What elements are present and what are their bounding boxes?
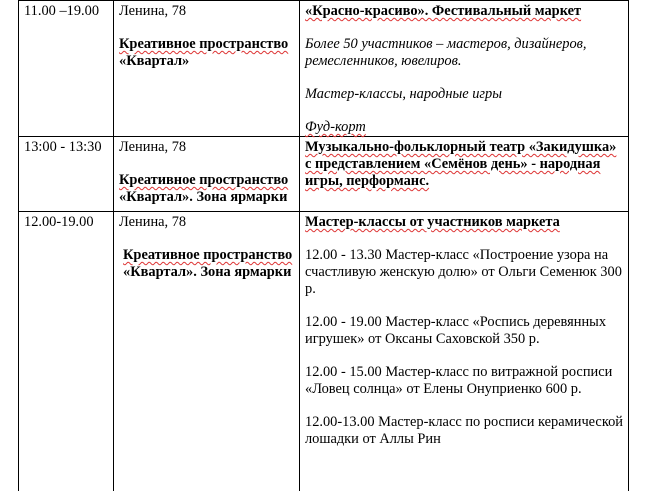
venue-text bbox=[119, 172, 294, 206]
venue-line: «Квартал». Зона ярмарки bbox=[119, 189, 287, 205]
venue-line: Креативное пространство bbox=[119, 36, 288, 52]
time-cell bbox=[19, 1, 114, 137]
event-detail bbox=[305, 119, 624, 136]
venue-line: «Квартал» bbox=[119, 53, 189, 69]
time-text: 11.00 –19.00 bbox=[24, 3, 108, 20]
address-text: Ленина, 78 bbox=[119, 139, 294, 156]
time-text: 13:00 - 13:30 bbox=[24, 139, 108, 156]
event-detail: Более 50 участников – мастеров, дизайнеров, ремесленников, ювелиров. bbox=[305, 36, 624, 70]
event-detail: Мастер-классы, народные игры bbox=[305, 86, 624, 103]
venue-line: «Квартал». Зона ярмарки bbox=[123, 264, 291, 280]
event-title-text: Музыкально-фольклорный театр «Закидушка» с представлением «Семёнов день» - народная игры, перформанс. bbox=[305, 139, 616, 189]
place-cell bbox=[114, 212, 300, 491]
event-detail: 12.00 - 13.30 Мастер-класс «Построение узора на счастливую женскую долю» от Ольги Семенюк 300 р. bbox=[305, 247, 624, 298]
time-text: 12.00-19.00 bbox=[24, 214, 108, 231]
place-cell bbox=[114, 1, 300, 137]
schedule-table bbox=[18, 0, 629, 491]
venue-line: Креативное пространство bbox=[119, 172, 288, 188]
address-text: Ленина, 78 bbox=[119, 3, 294, 20]
event-detail-text: Фуд-корт bbox=[305, 119, 366, 135]
place-cell bbox=[114, 137, 300, 212]
event-title-text: Мастер-классы от участников маркета bbox=[305, 214, 560, 230]
venue-line: Креативное пространство bbox=[123, 247, 292, 263]
event-detail: 12.00-13.00 Мастер-класс по росписи керамической лошадки от Аллы Рин bbox=[305, 414, 624, 448]
time-cell bbox=[19, 137, 114, 212]
event-cell bbox=[300, 212, 629, 491]
event-detail: 12.00 - 15.00 Мастер-класс по витражной росписи «Ловец солнца» от Елены Онуприенко 600 р. bbox=[305, 364, 624, 398]
time-cell bbox=[19, 212, 114, 491]
event-title bbox=[305, 214, 624, 231]
event-cell bbox=[300, 137, 629, 212]
event-title-text: «Красно-красиво». Фестивальный маркет bbox=[305, 3, 581, 19]
venue-text bbox=[119, 247, 294, 281]
address-text: Ленина, 78 bbox=[119, 214, 294, 231]
event-detail: 12.00 - 19.00 Мастер-класс «Роспись деревянных игрушек» от Оксаны Саховской 350 р. bbox=[305, 314, 624, 348]
event-cell bbox=[300, 1, 629, 137]
table-row bbox=[19, 137, 629, 212]
event-title bbox=[305, 139, 624, 190]
table-row bbox=[19, 1, 629, 137]
venue-text bbox=[119, 36, 294, 70]
event-title bbox=[305, 3, 624, 20]
table-row bbox=[19, 212, 629, 491]
